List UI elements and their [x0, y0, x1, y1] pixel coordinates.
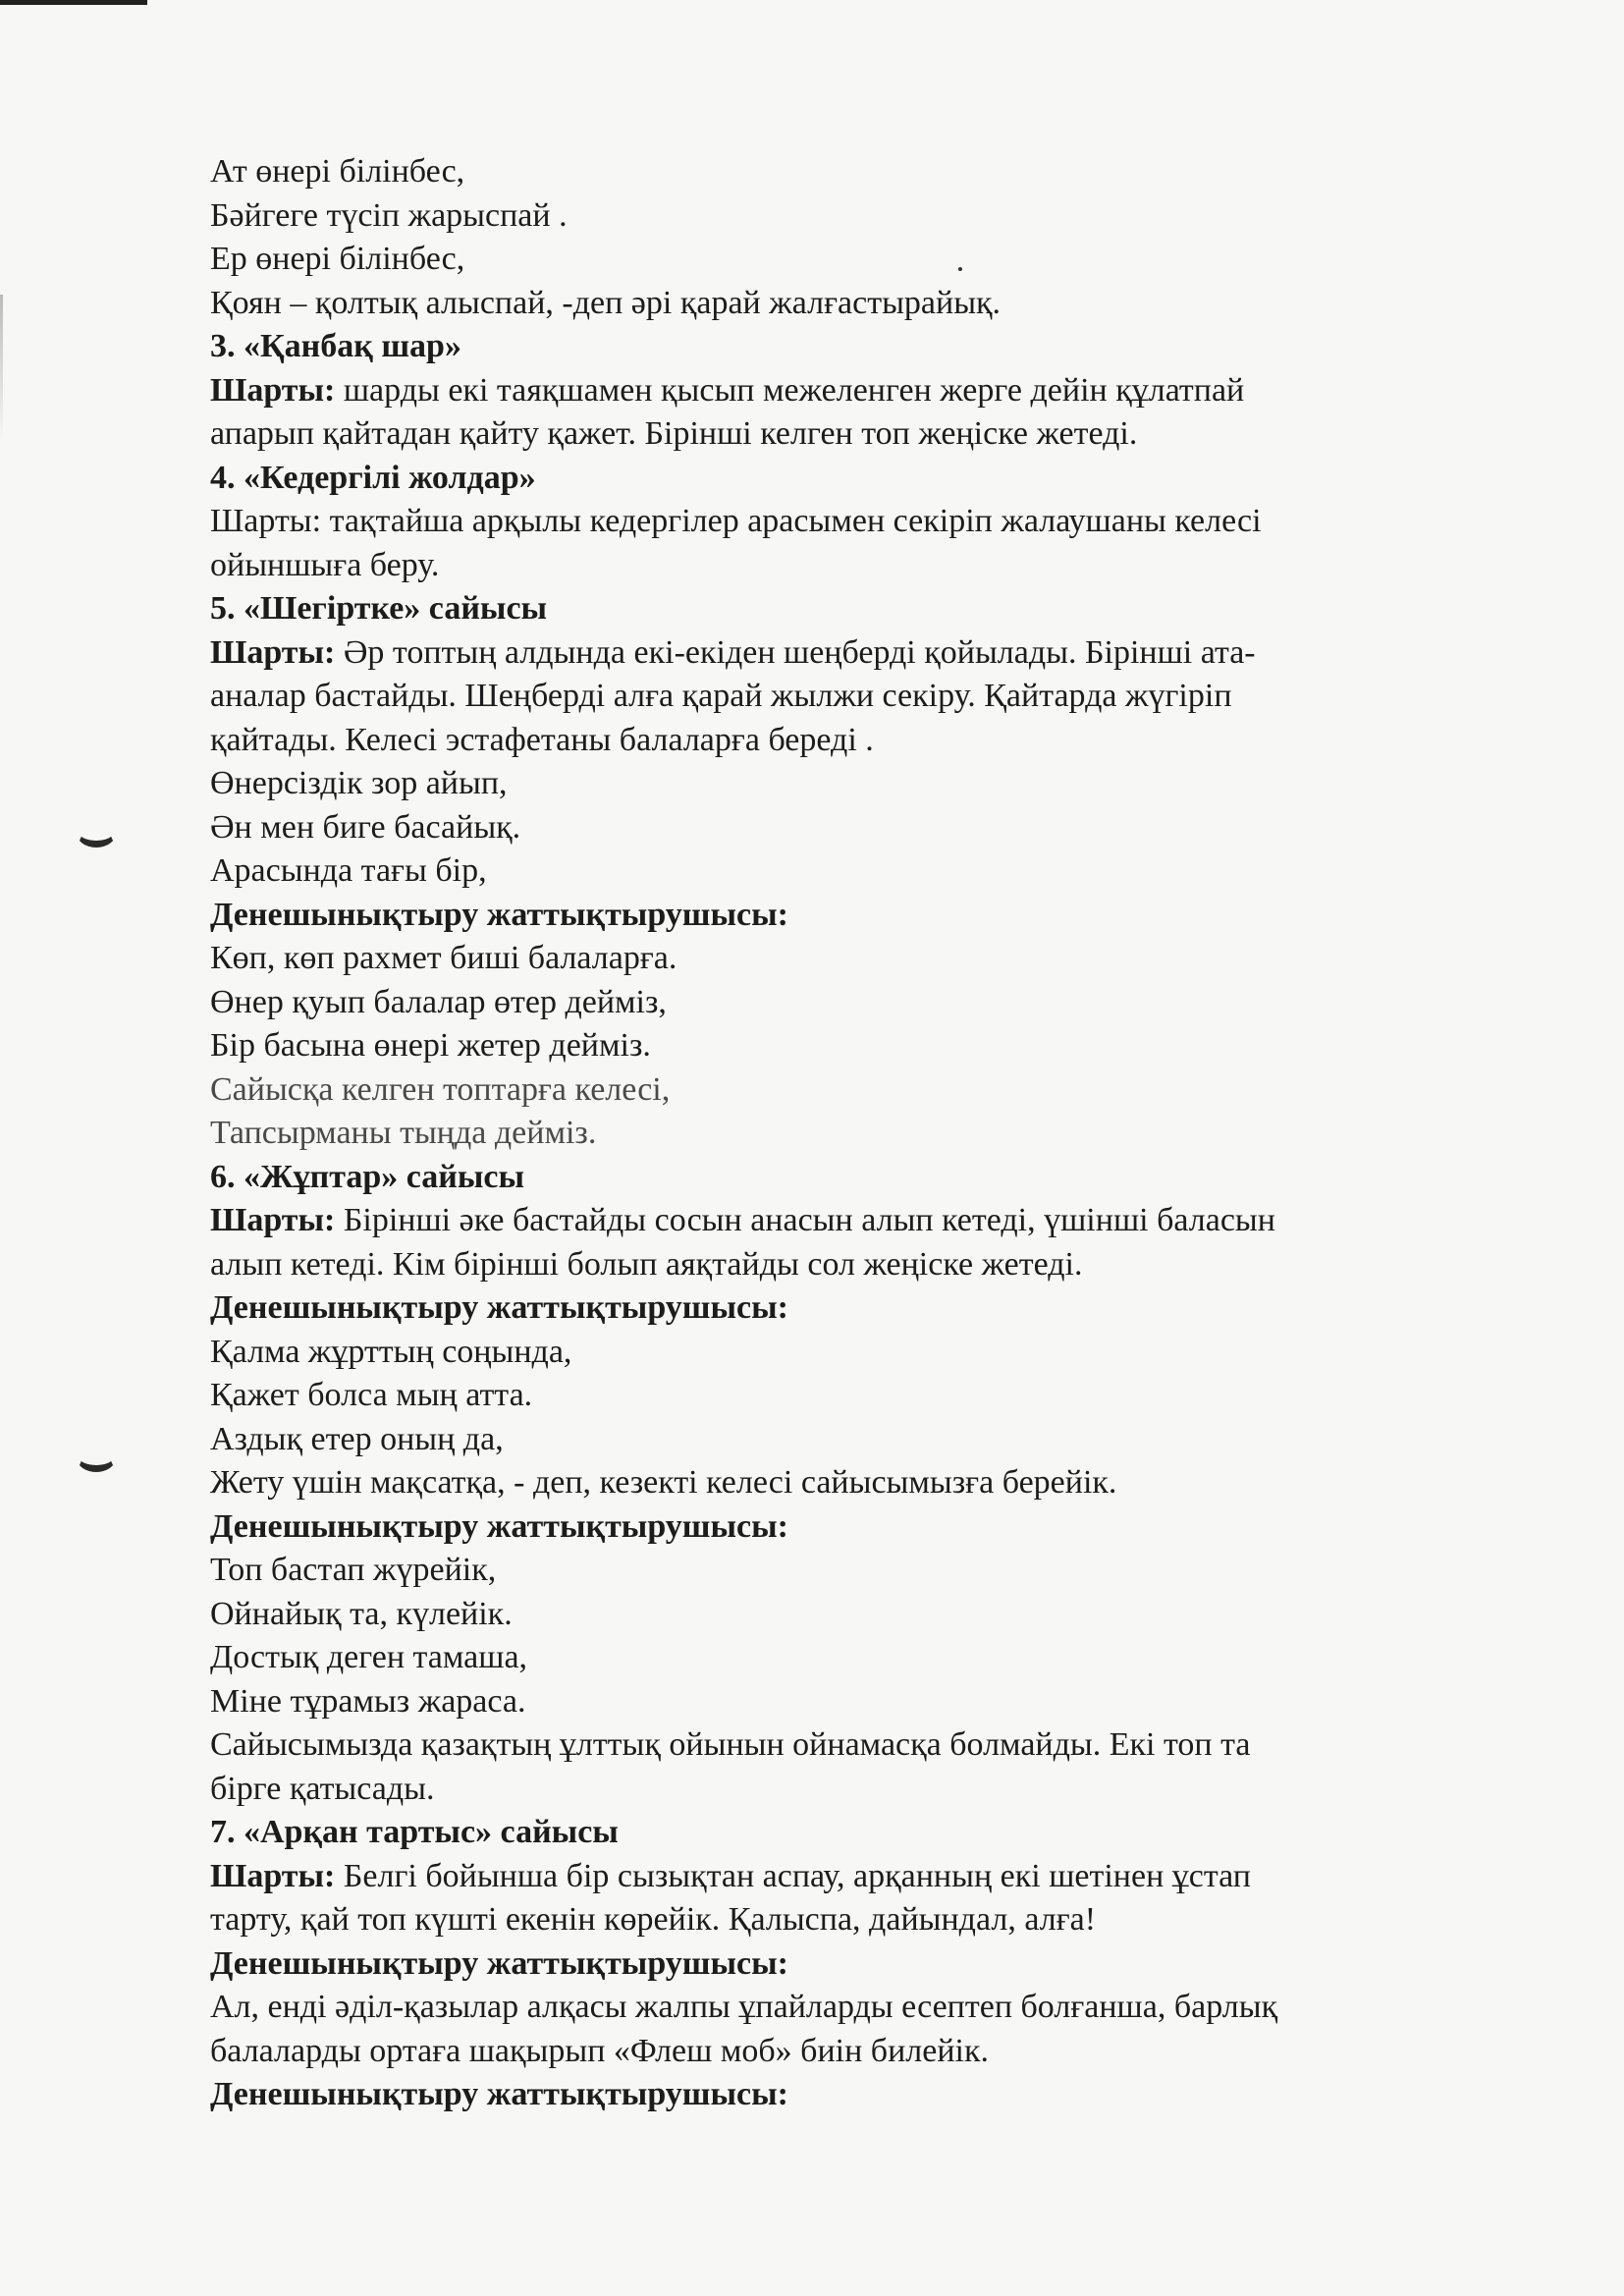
- text-line: [210, 1636, 1487, 1680]
- section-heading: [210, 325, 1487, 369]
- line-text: Әр топтың алдында екі-екіден шеңберді қойылады. Бірінші ата-: [335, 633, 1256, 671]
- punch-hole-mark: [77, 1444, 116, 1472]
- section-heading: [210, 1942, 1487, 1987]
- text-line: [210, 1461, 1487, 1505]
- text-line: [210, 1723, 1487, 1768]
- text-line: [210, 1331, 1487, 1375]
- line-text: Бәйгеге түсіп жарыспай .: [210, 196, 568, 234]
- text-line: [210, 150, 1487, 194]
- line-text: Қоян – қолтық алыспай, -деп әрі қарай жалғастырайық.: [210, 284, 1001, 321]
- section-heading: [210, 1811, 1487, 1855]
- line-text: Белгі бойынша бір сызықтан аспау, арқанның екі шетінен ұстап: [335, 1857, 1251, 1894]
- line-text: Аздық етер оның да,: [210, 1420, 504, 1457]
- line-text: Денешынықтыру жаттықтырушысы:: [210, 1507, 788, 1545]
- text-line: [210, 806, 1487, 850]
- section-heading: [210, 1286, 1487, 1331]
- text-line: [210, 1024, 1487, 1068]
- line-text: тарту, қай топ күшті екенін көрейік. Қалыспа, дайындал, алға!: [210, 1901, 1097, 1938]
- line-text: қайтады. Келесі эстафетаны балаларға береді .: [210, 721, 874, 758]
- line-text: Қажет болса мың атта.: [210, 1377, 533, 1413]
- line-text: Жету үшін мақсатқа, - деп, кезекті келесі сайысымызға берейік.: [210, 1464, 1117, 1501]
- condition-label: Шарты:: [210, 633, 336, 671]
- text-line: [210, 1549, 1487, 1593]
- line-text: Шарты: тақтайша арқылы кедергілер арасымен секіріп жалаушаны келесі: [210, 503, 1262, 539]
- line-text: Денешынықтыру жаттықтырушысы:: [210, 1944, 788, 1982]
- line-text: Сайысқа келген топтарға келесі,: [210, 1070, 671, 1108]
- line-text: Топ бастап жүрейік,: [210, 1552, 497, 1588]
- line-text: апарып қайтадан қайту қажет. Бірінші келген топ жеңіске жетеді.: [210, 415, 1138, 452]
- line-text: Ойнайық та, күлейік.: [210, 1595, 513, 1632]
- text-line: [210, 1680, 1487, 1724]
- text-line: [210, 849, 1487, 894]
- line-text: Міне тұрамыз жараса.: [210, 1682, 526, 1720]
- line-text: Сайысымызда қазақтың ұлттық ойынын ойнамасқа болмайды. Екі топ та: [210, 1726, 1251, 1763]
- text-line: [210, 1593, 1487, 1637]
- text-line: [210, 544, 1487, 588]
- line-text: балаларды ортаға шақырып «Флеш моб» биін билейік.: [210, 2032, 989, 2069]
- text-line: [210, 1418, 1487, 1462]
- line-text: 5. «Шегіртке» сайысы: [210, 590, 548, 627]
- line-text: Бір басына өнері жетер дейміз.: [210, 1027, 651, 1064]
- section-heading: [210, 587, 1487, 631]
- text-line: [210, 369, 1487, 413]
- line-text: 7. «Арқан тартыс» сайысы: [210, 1814, 619, 1850]
- line-text: 6. «Жұптар» сайысы: [210, 1158, 525, 1195]
- line-text: Денешынықтыру жаттықтырушысы:: [210, 1289, 788, 1326]
- text-line: [210, 631, 1487, 676]
- section-heading: [210, 457, 1487, 501]
- scan-edge-shadow: [0, 295, 3, 442]
- line-text: 3. «Қанбақ шар»: [210, 328, 461, 364]
- text-line: [210, 1199, 1487, 1243]
- text-line: [210, 762, 1487, 806]
- line-text: 4. «Кедергілі жолдар»: [210, 459, 536, 496]
- section-heading: [210, 1156, 1487, 1200]
- text-line: [210, 1768, 1487, 1812]
- line-text: ойыншыға беру.: [210, 546, 440, 583]
- line-text: Тапсырманы тыңда дейміз.: [210, 1115, 597, 1151]
- line-text: Ал, енді әділ-қазылар алқасы жалпы ұпайларды есептеп болғанша, барлық: [210, 1989, 1278, 2025]
- text-line: [210, 1112, 1487, 1156]
- line-text: Көп, көп рахмет биші балаларға.: [210, 940, 677, 976]
- line-text: бірге қатысады.: [210, 1770, 435, 1807]
- text-line: [210, 1374, 1487, 1418]
- section-heading: [210, 2073, 1487, 2117]
- text-line: [210, 1855, 1487, 1899]
- text-line: [210, 1898, 1487, 1942]
- punch-hole-mark: [77, 819, 116, 847]
- text-line: [210, 194, 1487, 239]
- text-line: [210, 981, 1487, 1025]
- document-text: [210, 150, 1487, 2117]
- line-text: Денешынықтыру жаттықтырушысы:: [210, 896, 788, 933]
- line-text: Ән мен биге басайық.: [210, 808, 521, 846]
- line-text: аналар бастайды. Шеңберді алға қарай жылжи секіру. Қайтарда жүгіріп: [210, 678, 1232, 714]
- condition-label: Шарты:: [210, 1202, 336, 1238]
- text-line: [210, 412, 1487, 457]
- text-line: [210, 675, 1487, 719]
- condition-label: Шарты:: [210, 1857, 336, 1894]
- text-line: [210, 719, 1487, 763]
- line-text: алып кетеді. Кім бірінші болып аяқтайды сол жеңіске жетеді.: [210, 1245, 1083, 1283]
- line-text: Өнерсіздік зор айып,: [210, 765, 508, 801]
- line-text: Достық деген тамаша,: [210, 1639, 528, 1675]
- line-text: Өнер қуып балалар өтер дейміз,: [210, 983, 667, 1020]
- scan-corner-mark: [0, 0, 147, 5]
- line-text: Денешынықтыру жаттықтырушысы:: [210, 2076, 788, 2112]
- text-line: [210, 937, 1487, 981]
- text-line: [210, 238, 1487, 282]
- line-text: Бірінші әке бастайды сосын анасын алып кетеді, үшінші баласын: [335, 1202, 1275, 1238]
- line-text: Арасында тағы бір,: [210, 852, 487, 889]
- text-line: [210, 282, 1487, 326]
- condition-label: Шарты:: [210, 371, 336, 409]
- text-line: [210, 2030, 1487, 2074]
- line-text: Қалма жұрттың соңында,: [210, 1333, 572, 1370]
- line-text: Ат өнері білінбес,: [210, 153, 465, 190]
- section-heading: [210, 894, 1487, 938]
- line-text: Ер өнері білінбес,: [210, 241, 465, 277]
- text-line: [210, 1243, 1487, 1287]
- text-line: [210, 500, 1487, 544]
- section-heading: [210, 1505, 1487, 1550]
- line-text: шарды екі таяқшамен қысып межеленген жерге дейін құлатпай: [335, 371, 1245, 409]
- text-line: [210, 1068, 1487, 1113]
- text-line: [210, 1986, 1487, 2030]
